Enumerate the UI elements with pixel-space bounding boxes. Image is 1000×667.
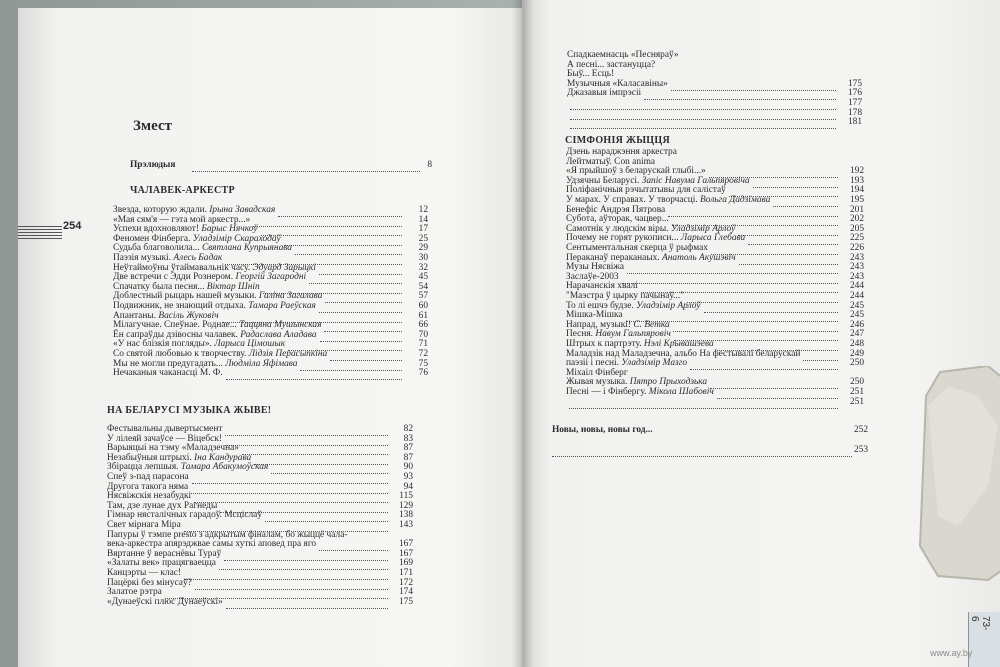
toc-entry-page: 175: [847, 78, 862, 89]
toc-entry-title: У лілеяй зачаўсе — Віцебск!: [107, 433, 222, 444]
watermark: www.ay.by: [930, 648, 973, 658]
toc-entry-page: 17: [418, 224, 428, 235]
toc-entry-page: 167: [398, 539, 413, 550]
toc-entry-title: Песня.: [566, 329, 593, 340]
toc-entry-page: 176: [847, 88, 862, 99]
toc-entry-title: Гімнар нясталічных гарадоў. Мсціслаў: [107, 510, 263, 521]
toc-entry-title: Канцэрты — клас!: [107, 568, 182, 578]
toc-entry-title: Незабыўныя штрыхі.: [107, 452, 192, 463]
toc-entry: [567, 69, 614, 79]
toc-entry-page: 243: [849, 252, 864, 263]
toc-entry-author: Віктар Шніп: [206, 281, 260, 292]
toc-entry: [107, 462, 268, 472]
toc-entry-title: Міхаіл Фінберг: [566, 367, 628, 378]
toc-entry-page: 247: [849, 329, 864, 340]
toc-entry: [113, 224, 258, 234]
toc-entry: [566, 195, 770, 205]
toc-entry-page: 192: [849, 166, 864, 177]
toc-entry: [566, 243, 708, 253]
toc-entry-title: Бенефіс Андрэя Пятрова: [566, 204, 666, 215]
toc-entry-title: Дзень нараджэння аркестра: [566, 147, 677, 157]
toc-entry-title: Варыяцыі на тэму «Маладзечна»: [107, 443, 239, 454]
final-entry: [552, 425, 653, 435]
toc-entry-author: Васіль Жуковіч: [158, 310, 219, 321]
toc-entry-title: Доблестный рыцарь нашей музыки.: [113, 291, 257, 302]
toc-entry: [566, 272, 619, 282]
toc-entry-title: Нечаканыя чаканасці М. Ф.: [113, 368, 223, 379]
toc-entry-title: «Дунаеўскі плюс Дунаеўскі»: [107, 596, 223, 607]
toc-entry: [107, 578, 192, 588]
toc-entry-page: 32: [418, 262, 428, 273]
toc-entry-page: 129: [398, 500, 413, 511]
sticker-text: 73-6: [969, 616, 991, 631]
toc-entry-title: века-аркестра апярэджвае самы хуткі аповед пра яго: [107, 539, 317, 550]
toc-entry-title: Быў... Есць!: [567, 69, 615, 80]
toc-entry: [566, 253, 736, 263]
toc-entry-author: Тамара Абакумоўская: [180, 462, 269, 473]
toc-entry-title: Успехи вдохновляют!: [113, 224, 199, 235]
toc-entry: [113, 349, 327, 359]
toc-entry-dots: [569, 398, 838, 409]
toc-entry-author: Эдуард Зарыцкі: [252, 262, 316, 273]
toc-entry-title: Збірацца лепшыя.: [107, 462, 179, 473]
toc-entry-page: 245: [849, 310, 864, 321]
final-dots: [552, 446, 852, 457]
toc-entry-page: 54: [418, 281, 428, 292]
toc-entry-page: 66: [418, 320, 428, 331]
toc-entry-page: 178: [847, 107, 862, 118]
toc-entry-page: 246: [849, 319, 864, 330]
toc-entry: [566, 377, 707, 387]
prelude-title: Прэлюдыя: [130, 160, 176, 170]
section-heading-orchestra: ЧАЛАВЕК-АРКЕСТР: [130, 185, 235, 196]
toc-entry-author: Святлана Купрыянава: [201, 243, 292, 254]
toc-entry-author: Уладзімір Арлоў: [636, 300, 701, 311]
toc-entry: [107, 539, 316, 549]
toc-entry-title: Нясвіжскія незабудкі: [107, 491, 192, 502]
toc-entry: [113, 320, 321, 330]
toc-entry-title: Вяртанне ў вераснёвы Тураў: [107, 548, 222, 559]
toc-entry-title: Папуры ў тэмпе presto з адкрытым фіналам, бо жыццё чала-: [107, 529, 348, 540]
toc-entry-page: 115: [399, 491, 413, 502]
toc-entry: [107, 434, 222, 444]
toc-entry-page: 244: [849, 281, 864, 292]
toc-entry-title: Спеў з-пад парасона: [107, 472, 189, 482]
toc-entry-author: С. Ветка: [633, 319, 670, 330]
toc-entry: [107, 558, 216, 568]
toc-entry-title: Мілагучнае. Спеўнае. Роднае...: [113, 320, 237, 331]
toc-entry: [567, 88, 641, 98]
toc-entry-page: 244: [849, 291, 864, 301]
toc-entry-page: 90: [403, 462, 413, 473]
toc-entry-title: У марах. У справах. У творчасці.: [566, 195, 698, 205]
toc-entry-author: Уладзімір Арлоў: [670, 223, 736, 234]
toc-entry-title: Со святой любовью к творчеству.: [113, 349, 247, 359]
toc-entry-page: 195: [849, 195, 864, 205]
toc-entry-title: Жывая музыка.: [566, 377, 628, 388]
toc-entry-page: 75: [418, 358, 428, 369]
toc-entry-page: 251: [849, 387, 864, 397]
toc-entry-title: Напрад, музыкі!: [566, 319, 632, 330]
toc-entry-title: Удзячны Беларусі.: [566, 175, 640, 186]
toc-entry-page: 12: [418, 205, 428, 215]
prelude-page: 8: [427, 160, 432, 170]
toc-entry-title: Фестывальны дывертысмент: [107, 424, 223, 434]
toc-entry-title: Паэзія музыкі.: [113, 253, 172, 263]
toc-entry-page: 87: [403, 452, 413, 463]
toc-entry: [566, 339, 714, 349]
toc-entry-page: 172: [398, 577, 413, 588]
toc-entry-page: 94: [403, 481, 413, 492]
toc-entry-title: «Мая сям'я — гэта мой аркестр...»: [113, 214, 251, 225]
toc-entry-page: 72: [418, 349, 428, 359]
toc-entry-title: А песні... застануцца?: [567, 59, 656, 70]
toc-entry: [107, 520, 181, 530]
toc-entry: [113, 205, 275, 215]
toc-entry-author: Уладзімір Мазго: [621, 358, 688, 369]
toc-entry-title: Лейтматыў. Con anima: [566, 156, 656, 167]
toc-entry-author: Лідзія Перасыпкіна: [248, 349, 328, 359]
toc-entry-page: 60: [418, 301, 428, 311]
toc-entry-title: Заслаўе-2003: [566, 271, 619, 282]
toc-entry-author: Тамара Раеўская: [248, 301, 316, 311]
toc-entry-title: Спадкаемнасць «Песняраў»: [567, 50, 679, 60]
toc-entry: [567, 79, 668, 89]
toc-entry-author: Барыс Нячкоў: [201, 224, 258, 235]
toc-entry-page: 177: [847, 98, 862, 108]
toc-entry-title: «Залаты век» працягваецца: [107, 558, 216, 569]
page-number: 254: [63, 220, 82, 232]
toc-entry: [566, 214, 669, 224]
toc-entry-title: Две встречи с Эдди Рознером.: [113, 272, 234, 283]
toc-entry-page: 70: [418, 329, 428, 340]
toc-entry-page: 71: [418, 339, 428, 350]
toc-entry: [566, 166, 706, 176]
toc-entry: [566, 387, 714, 397]
toc-entry-title: Феномен Фінберга.: [113, 233, 191, 244]
toc-entry-author: Нэлі Крывашэева: [643, 339, 714, 349]
toc-entry-author: Ірына Завадская: [209, 205, 276, 215]
toc-entry: [566, 281, 638, 291]
toc-entry-page: 93: [403, 472, 413, 482]
toc-entry-title: «У нас блізкія погляды».: [113, 339, 212, 350]
toc-entry-title: Залатое рэтра: [107, 587, 162, 598]
toc-entry: [566, 262, 624, 272]
toc-entry-title: Поліфанічныя рэчытатывы для салістаў: [566, 185, 726, 196]
prelude-dots: [192, 161, 420, 172]
toc-entry: [566, 301, 701, 311]
toc-entry-author: Георгій Загародні: [235, 272, 307, 283]
toc-entry-title: Пераканаў пераканаых.: [566, 252, 660, 263]
toc-entry-author: Запіс Навума Гальпяровіча: [641, 175, 750, 186]
toc-entry-page: 169: [398, 558, 413, 569]
toc-entry: [107, 587, 162, 597]
toc-entry-page: 14: [418, 214, 428, 225]
toc-entry-author: Галіна Загалава: [258, 291, 323, 302]
toc-entry: [566, 358, 687, 368]
toc-entry-dots: [226, 369, 402, 380]
toc-entry-title: Джазавыя імпрэсіі: [567, 88, 642, 99]
toc-entry-title: Штрых к партрэту.: [566, 339, 642, 349]
toc-entry-author: Ларыса Цімошык: [214, 339, 286, 350]
toc-entry-page: 243: [849, 271, 864, 282]
toc-entry-page: 138: [398, 510, 413, 521]
toc-entry: [566, 185, 726, 195]
toc-entry-page: 83: [403, 433, 413, 444]
toc-entry-page: 245: [849, 300, 864, 311]
toc-entry-title: "Маэстра ў цырку пачынаў...": [566, 291, 685, 301]
toc-entry: [567, 50, 679, 60]
toc-entry-author: Анатоль Акушэвіч: [662, 252, 736, 263]
toc-entry: [113, 291, 322, 301]
toc-entry-title: Субота, аўторак, чацвер...: [566, 214, 669, 225]
library-sticker: [968, 612, 1000, 667]
toc-entry: [107, 443, 239, 453]
toc-entry-title: Апантаны.: [113, 310, 156, 321]
toc-entry-page: 30: [418, 253, 428, 263]
toc-entry: [566, 291, 684, 301]
toc-entry-title: Пацёркі без мінусаў?: [107, 577, 192, 588]
toc-entry-page: 45: [418, 272, 428, 283]
toc-entry-title: Там, дзе лунае дух Рагнеды: [107, 500, 218, 511]
toc-entry-page: 243: [849, 262, 864, 273]
toc-entry-title: Сентыментальная скерца ў рыфмах: [566, 243, 708, 253]
toc-entry-page: 201: [849, 204, 864, 215]
toc-entry-page: 250: [849, 358, 864, 369]
toc-entry: [113, 301, 316, 311]
toc-entry-page: 205: [849, 223, 864, 234]
toc-entry-dots: [226, 598, 388, 609]
toc-entry-title: Музы Нясвіжа: [566, 262, 625, 273]
toc-entry-page: 171: [398, 568, 413, 578]
toc-entry-page: 29: [418, 243, 428, 254]
toc-entry-page: 193: [849, 175, 864, 186]
toc-entry: [113, 243, 292, 253]
toc-entry: [566, 320, 670, 330]
toc-entry-title: «Я прыйшоў з беларускай глыбі...»: [566, 166, 706, 177]
toc-entry-title: Мы не могли предугадать...: [113, 358, 223, 369]
toc-entry-page: 225: [849, 233, 864, 244]
toc-entry-author: Таццяна Мушынская: [239, 320, 322, 331]
toc-entry: [113, 359, 297, 369]
toc-entry-author: Людміла Яфімава: [225, 358, 298, 369]
toc-entry-title: Ён сапраўды дзівосны чалавек.: [113, 329, 238, 340]
toc-entry-title: Песні — і Фінбергу.: [566, 387, 647, 397]
toc-entry: [107, 424, 222, 434]
toc-entry-title: Другога такога няма: [107, 481, 189, 492]
toc-entry: [113, 272, 306, 282]
toc-entry: [566, 147, 677, 157]
toc-entry-page: 194: [849, 185, 864, 196]
toc-entry-author: Вольга Дадзімава: [700, 195, 771, 205]
toc-entry-page: 61: [418, 310, 428, 321]
toc-entry-title: Нарачанскія хвалі: [566, 281, 638, 292]
toc-entry-author: Алесь Бадак: [173, 253, 223, 263]
toc-entry-title: Звезда, которую ждали.: [113, 205, 207, 215]
toc-entry-page: 143: [398, 520, 413, 530]
toc-title: Змест: [133, 118, 173, 134]
toc-entry-page: 57: [418, 291, 428, 302]
toc-entry-page: 87: [403, 443, 413, 454]
toc-entry-dots: [570, 118, 836, 129]
toc-entry-page: 226: [849, 243, 864, 253]
prelude-entry: [130, 160, 175, 170]
toc-entry: [113, 339, 285, 349]
toc-entry: [107, 549, 221, 559]
toc-entry-title: Судьба благоволила...: [113, 243, 200, 254]
final-title: Новы, новы, новы год...: [552, 425, 653, 435]
toc-entry-title: паэзіі і песні.: [566, 358, 619, 369]
toc-entry-title: Неўтаймоўны ўтаймавальнік часу.: [113, 262, 251, 273]
toc-entry-author: Уладзімір Скараходаў: [192, 233, 281, 244]
toc-entry: [566, 233, 745, 243]
toc-entry-title: Самотнік у людскім віры.: [566, 223, 669, 234]
final-page-2: 253: [853, 445, 868, 455]
toc-entry-page: 25: [418, 233, 428, 244]
section-heading-music: НА БЕЛАРУСІ МУЗЫКА ЖЫВЕ!: [107, 405, 272, 416]
toc-entry: [107, 491, 191, 501]
toc-entry-page: 167: [398, 548, 413, 559]
toc-entry: [107, 472, 189, 482]
toc-entry-page: 82: [403, 424, 413, 434]
toc-entry: [107, 530, 347, 540]
toc-entry: [107, 597, 223, 607]
toc-entry-page: 248: [849, 339, 864, 349]
toc-entry-page: 174: [398, 587, 413, 598]
toc-entry-author: Мікола Шабовіч: [648, 387, 714, 397]
final-page: 252: [853, 425, 868, 435]
toc-entry-dots: [690, 359, 838, 370]
toc-entry-page: 250: [849, 377, 864, 388]
book-spine: [512, 0, 534, 667]
toc-entry-title: Свет мірнага Міра: [107, 520, 181, 530]
toc-entry-page: 251: [849, 396, 864, 407]
toc-entry-title: То лі ешчэ будзе.: [566, 300, 634, 311]
toc-entry: [107, 510, 262, 520]
toc-entry-author: Іна Кандурава: [194, 452, 252, 463]
toc-entry: [566, 310, 623, 320]
page-number-rules: [18, 226, 62, 242]
toc-entry-title: Спачатку была песня...: [113, 281, 205, 292]
toc-entry-title: Маладзік над Маладзечна, альбо На фестывалі беларускай: [566, 348, 801, 359]
stone-object: [918, 366, 1000, 584]
toc-entry-title: Почему не горят рукописи...: [566, 233, 679, 244]
toc-entry: [113, 368, 223, 378]
toc-entry-author: Навум Гальпяровіч: [595, 329, 671, 340]
toc-entry-title: Мішка-Мішка: [566, 310, 623, 321]
toc-entry-page: 202: [849, 214, 864, 225]
section-heading-symphony: СІМФОНІЯ ЖЫЦЦЯ: [565, 135, 670, 146]
toc-entry-page: 249: [849, 348, 864, 359]
toc-entry: [107, 568, 181, 578]
toc-entry-author: Ларыса Глебава: [680, 233, 746, 244]
toc-entry-page: 76: [418, 368, 428, 379]
toc-entry-page: 175: [398, 596, 413, 607]
toc-entry-page: 181: [847, 117, 862, 128]
toc-entry-title: Музычныя «Каласавіны»: [567, 78, 668, 89]
toc-entry-title: Подвижник, не знающий отдыха.: [113, 301, 246, 311]
toc-entry-author: Радаслава Аладава: [240, 329, 317, 340]
toc-entry: [566, 368, 628, 378]
toc-entry: [113, 253, 222, 263]
toc-entry: [566, 329, 671, 339]
toc-entry-author: Пятро Прыходзька: [629, 377, 708, 388]
